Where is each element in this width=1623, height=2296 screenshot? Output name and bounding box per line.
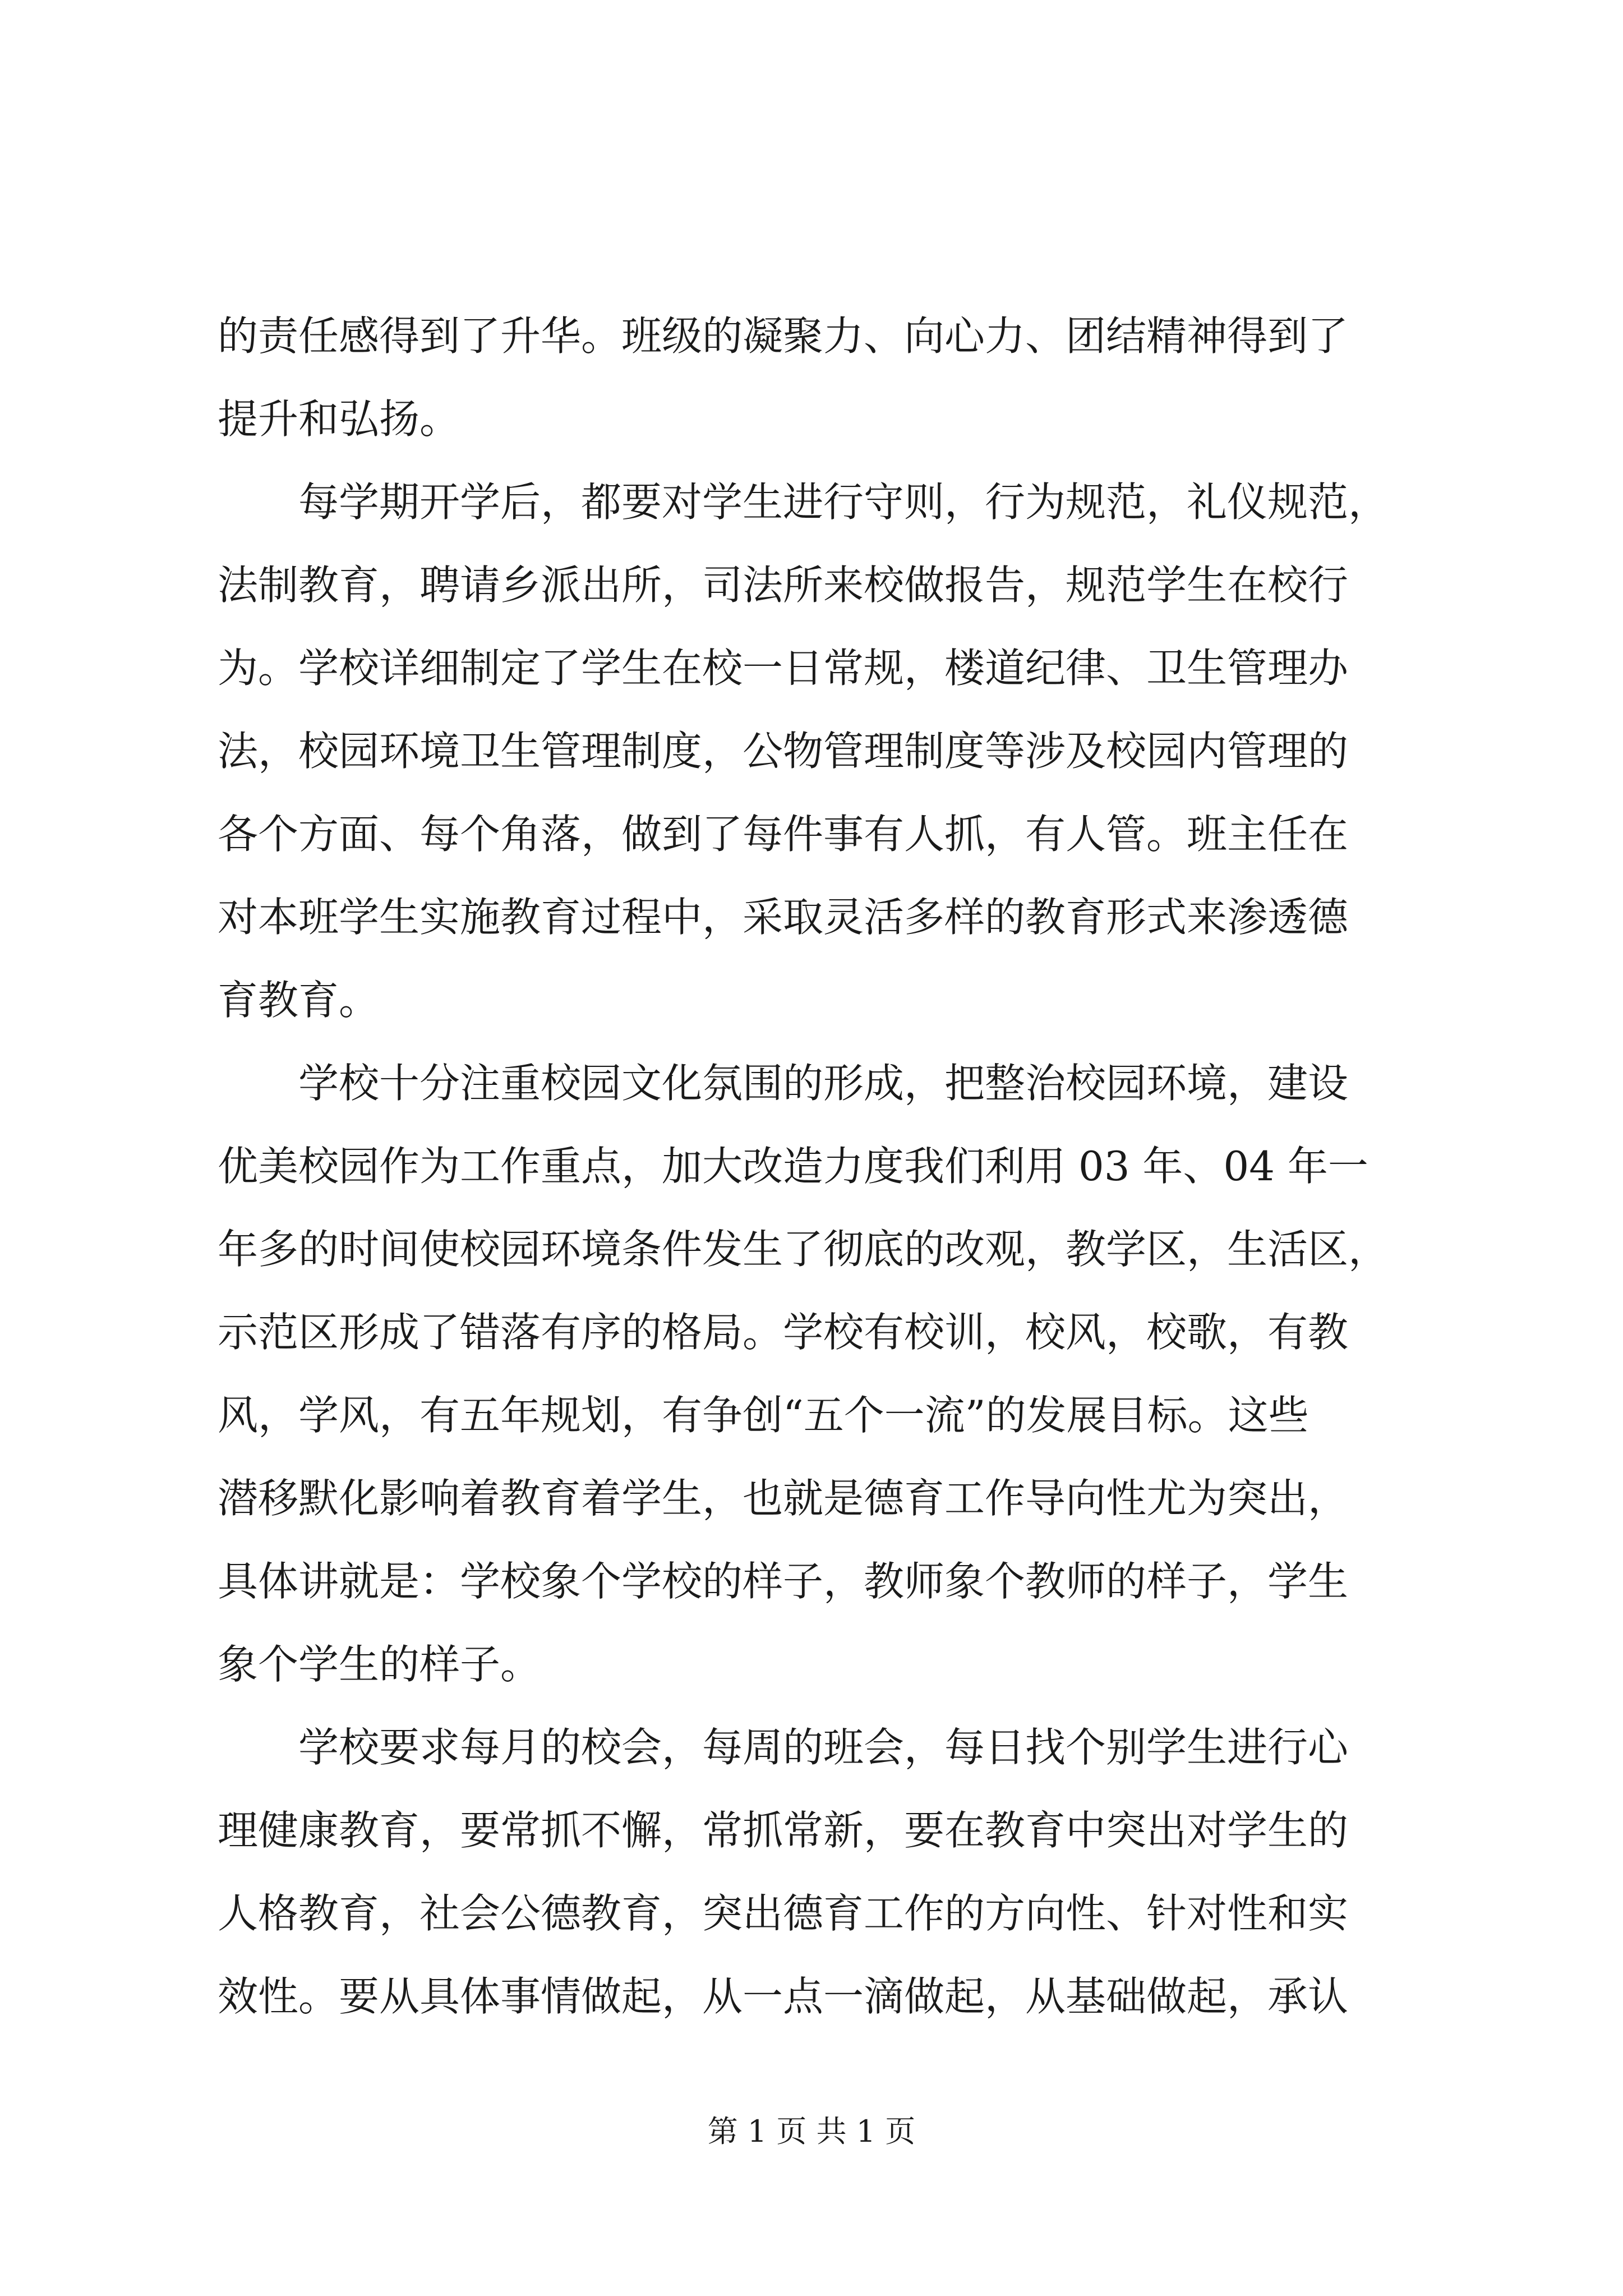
paragraph-2 — [218, 461, 1418, 1042]
text-line: 各个方面、每个角落，做到了每件事有人抓，有人管。班主任在 — [218, 811, 1349, 858]
paragraph-4 — [218, 1706, 1418, 2038]
text-line: 提升和弘扬。 — [218, 395, 460, 443]
text-line: 示范区形成了错落有序的格局。学校有校训，校风，校歌，有教 — [218, 1309, 1349, 1356]
page-footer — [0, 2112, 1623, 2151]
text-line: 效性。要从具体事情做起，从一点一滴做起，从基础做起，承认 — [218, 1973, 1349, 2020]
text-line: 优美校园作为工作重点，加大改造力度我们利用 03 年、04 年一 — [218, 1143, 1368, 1190]
text-line: 每学期开学后，都要对学生进行守则，行为规范，礼仪规范， — [298, 478, 1389, 526]
text-line: 为。学校详细制定了学生在校一日常规，楼道纪律、卫生管理办 — [218, 645, 1349, 692]
text-line: 具体讲就是：学校象个学校的样子，教师象个教师的样子，学生 — [218, 1558, 1349, 1605]
text-line: 风，学风，有五年规划，有争创“五个一流”的发展目标。这些 — [218, 1392, 1309, 1439]
text-line: 学校十分注重校园文化氛围的形成，把整治校园环境，建设 — [298, 1060, 1349, 1107]
text-line: 象个学生的样子。 — [218, 1641, 541, 1688]
text-line: 法制教育，聘请乡派出所，司法所来校做报告，规范学生在校行 — [218, 562, 1349, 609]
text-line: 对本班学生实施教育过程中，采取灵活多样的教育形式来渗透德 — [218, 894, 1349, 941]
text-line: 的责任感得到了升华。班级的凝聚力、向心力、团结精神得到了 — [218, 312, 1349, 360]
text-line: 育教育。 — [218, 977, 380, 1024]
paragraph-3 — [218, 1042, 1418, 1706]
paragraph-1 — [218, 295, 1418, 461]
document-body — [218, 295, 1418, 2038]
text-line: 年多的时间使校园环境条件发生了彻底的改观，教学区，生活区， — [218, 1226, 1389, 1273]
text-line: 法，校园环境卫生管理制度，公物管理制度等涉及校园内管理的 — [218, 728, 1349, 775]
text-line: 人格教育，社会公德教育，突出德育工作的方向性、针对性和实 — [218, 1890, 1349, 1937]
text-line: 理健康教育，要常抓不懈，常抓常新，要在教育中突出对学生的 — [218, 1807, 1349, 1854]
text-line: 学校要求每月的校会，每周的班会，每日找个别学生进行心 — [298, 1724, 1349, 1771]
text-line: 潜移默化影响着教育着学生，也就是德育工作导向性尤为突出， — [218, 1475, 1349, 1522]
page-number: 第 1 页 共 1 页 — [707, 2114, 916, 2149]
